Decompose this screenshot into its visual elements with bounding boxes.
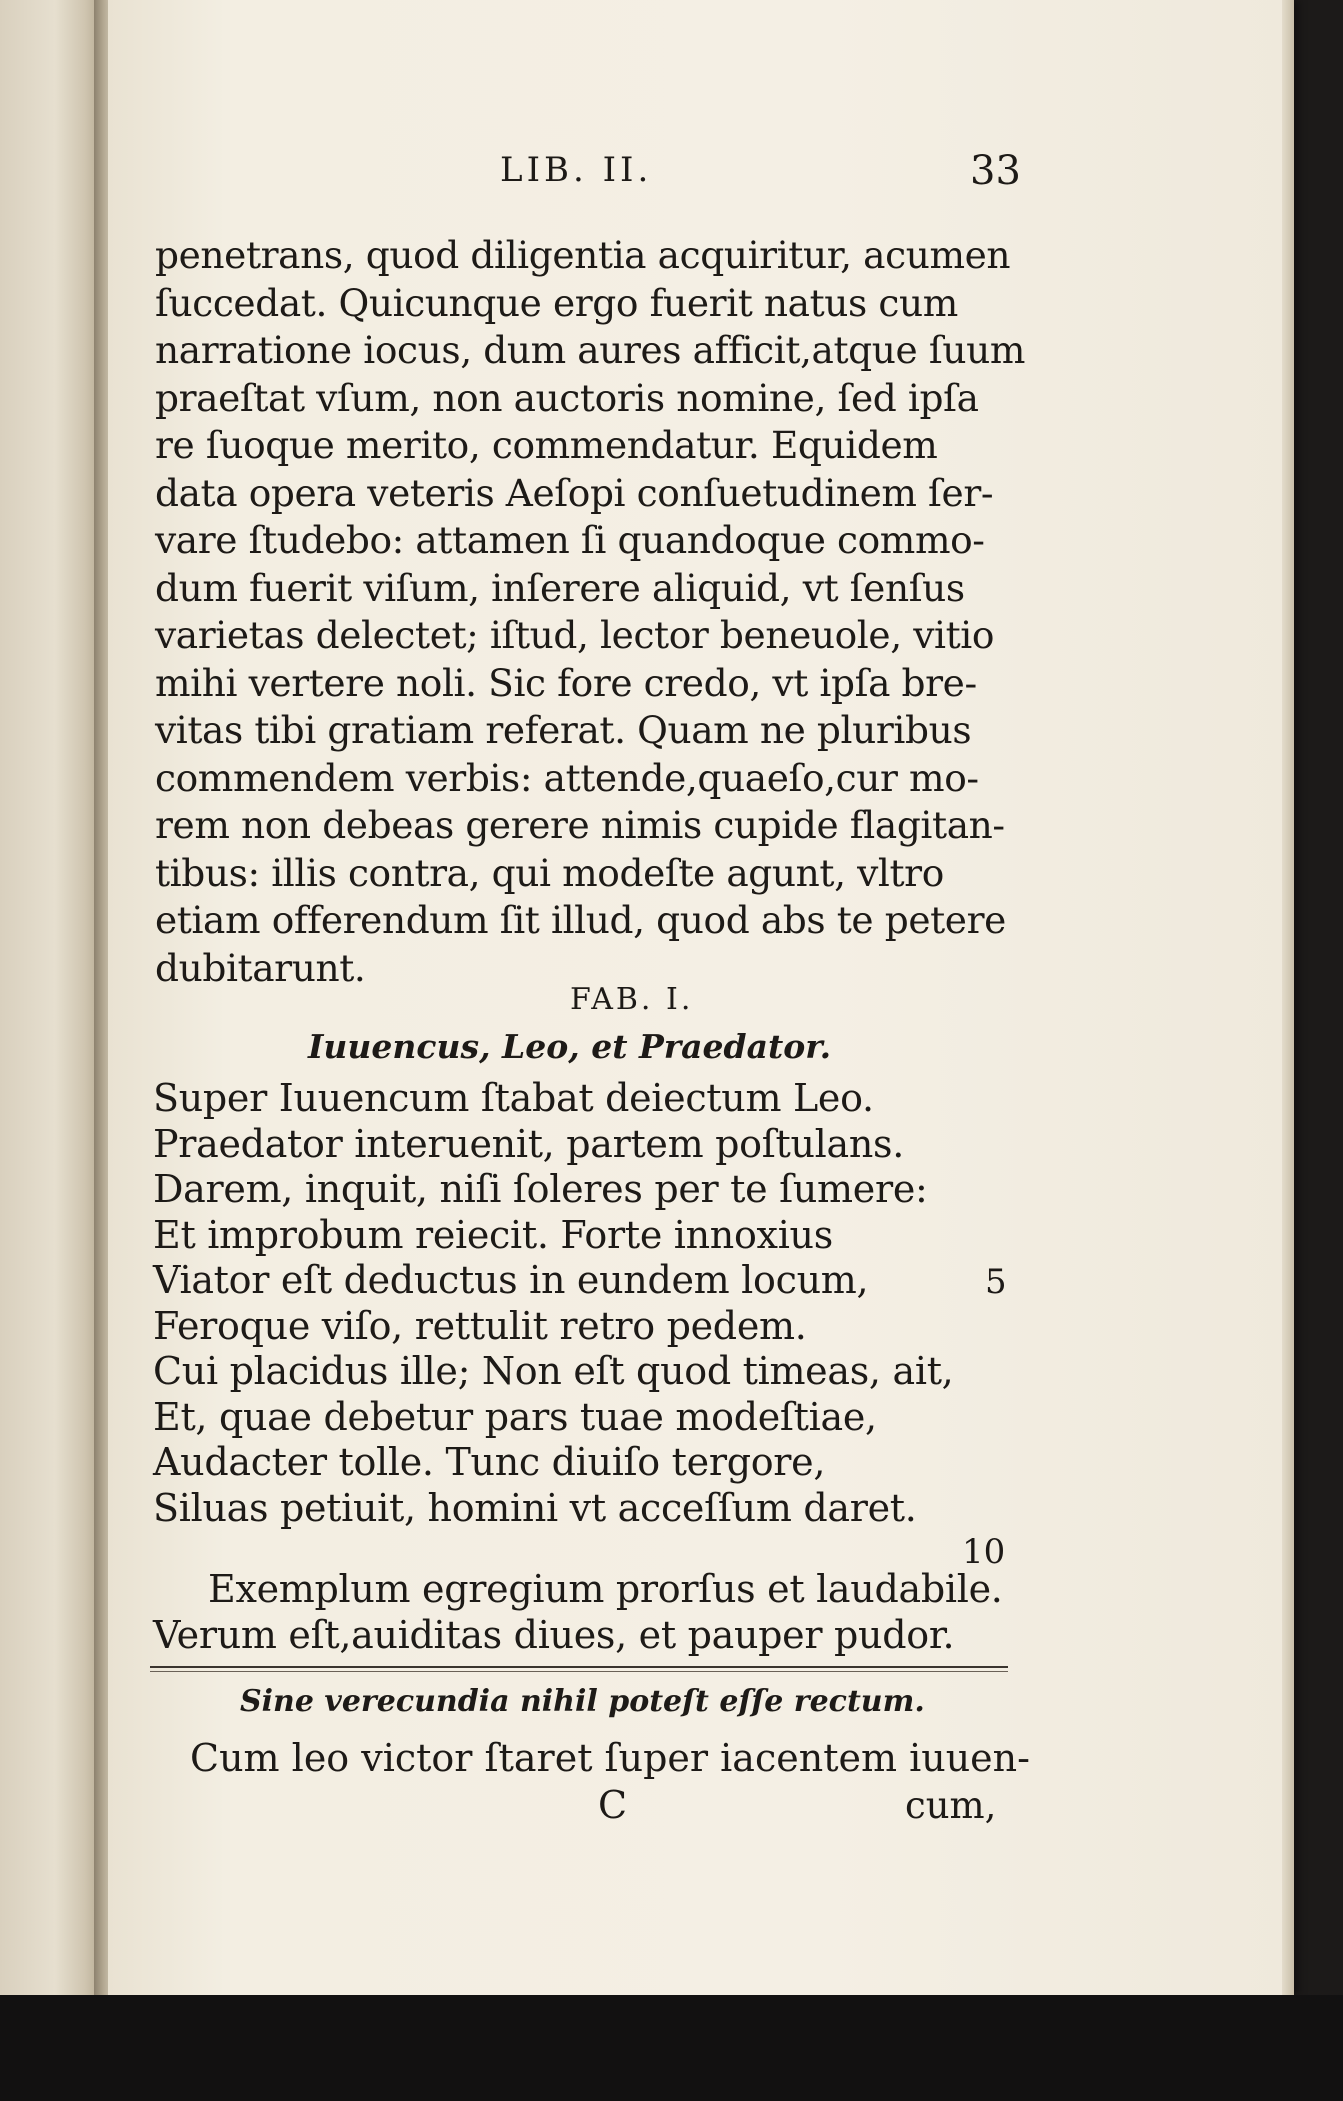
prose-line: vitas tibi gratiam referat. Quam ne pluribus [155, 708, 972, 752]
prose-line: rem non debeas gerere nimis cupide flagitan- [155, 803, 1005, 847]
verse-line: Audacter tolle. Tunc diuiſo tergore, [153, 1440, 826, 1484]
prose-line: mihi vertere noli. Sic fore credo, vt ipſa bre- [155, 660, 977, 705]
verse-line-number: 5 [985, 1262, 1007, 1302]
section-rule-thin [150, 1671, 1008, 1672]
running-head: LIB. II. [500, 150, 653, 190]
fable-title: Iuuencus, Leo, et Praedator. [308, 1027, 832, 1066]
prose-line: tibus: illis contra, qui modeſte agunt, vltro [155, 850, 944, 895]
prose-line: varietas delectet; iſtud, lector beneuole, vitio [155, 613, 995, 657]
verse-line: Viator eſt deductus in eundem locum, [153, 1258, 869, 1302]
prose-line: etiam offerendum ſit illud, quod abs te petere [155, 898, 1006, 942]
page-fore-edge [1282, 0, 1294, 1995]
verse-line: Et improbum reiecit. Forte innoxius [153, 1212, 833, 1257]
verse-line: Darem, inquit, niſi ſoleres per te ſumere: [153, 1167, 928, 1211]
prose-line: commendem verbis: attende,quaeſo,cur mo- [155, 755, 979, 800]
prose-line: penetrans, quod diligentia acquiritur, acumen [155, 233, 1011, 277]
prose-line: narratione iocus, dum aures afficit,atque ſuum [155, 328, 1025, 372]
verse-line: Exemplum egregium prorſus et laudabile. [208, 1567, 1003, 1611]
signature-mark: C [598, 1783, 628, 1827]
catchword: cum, [905, 1784, 997, 1827]
fable-moral: Sine verecundia nihil poteſt eſſe rectum. [240, 1684, 925, 1719]
section-rule [150, 1666, 1008, 1668]
page-number: 33 [970, 148, 1021, 194]
verse-line: Verum eſt,auiditas diues, et pauper pudor. [153, 1613, 955, 1657]
verse-line: Praedator interuenit, partem poſtulans. [153, 1121, 905, 1166]
prose-line: re ſuoque merito, commendatur. Equidem [155, 423, 938, 467]
verse-line: Feroque viſo, rettulit retro pedem. [153, 1303, 807, 1348]
verse-line: Super Iuuencum ſtabat deiectum Leo. [153, 1076, 874, 1120]
verse-line: Cui placidus ille; Non eſt quod timeas, ait, [153, 1349, 954, 1393]
verse-line-number: 10 [962, 1532, 1006, 1572]
prose-line: dubitarunt. [155, 945, 366, 990]
verse-line: Siluas petiuit, homini vt acceſſum daret. [153, 1485, 917, 1530]
prose-line: dum fuerit viſum, inſerere aliquid, vt ſenſus [155, 565, 965, 610]
verse-line: Et, quae debetur pars tuae modeſtiae, [153, 1394, 877, 1439]
fable-number: FAB. I. [570, 982, 694, 1017]
prose-line: praeſtat vſum, non auctoris nomine, ſed ipſa [155, 375, 979, 420]
prose-line: ſuccedat. Quicunque ergo fuerit natus cum [155, 280, 958, 325]
prose-line: Cum leo victor ſtaret ſuper iacentem iuuen- [190, 1736, 1030, 1780]
prose-line: data opera veteris Aeſopi conſuetudinem ſer- [155, 470, 994, 515]
facing-page-edge [0, 0, 100, 2101]
scan-bottom-margin [0, 1995, 1343, 2101]
prose-line: vare ſtudebo: attamen ſi quandoque commo- [155, 518, 985, 562]
